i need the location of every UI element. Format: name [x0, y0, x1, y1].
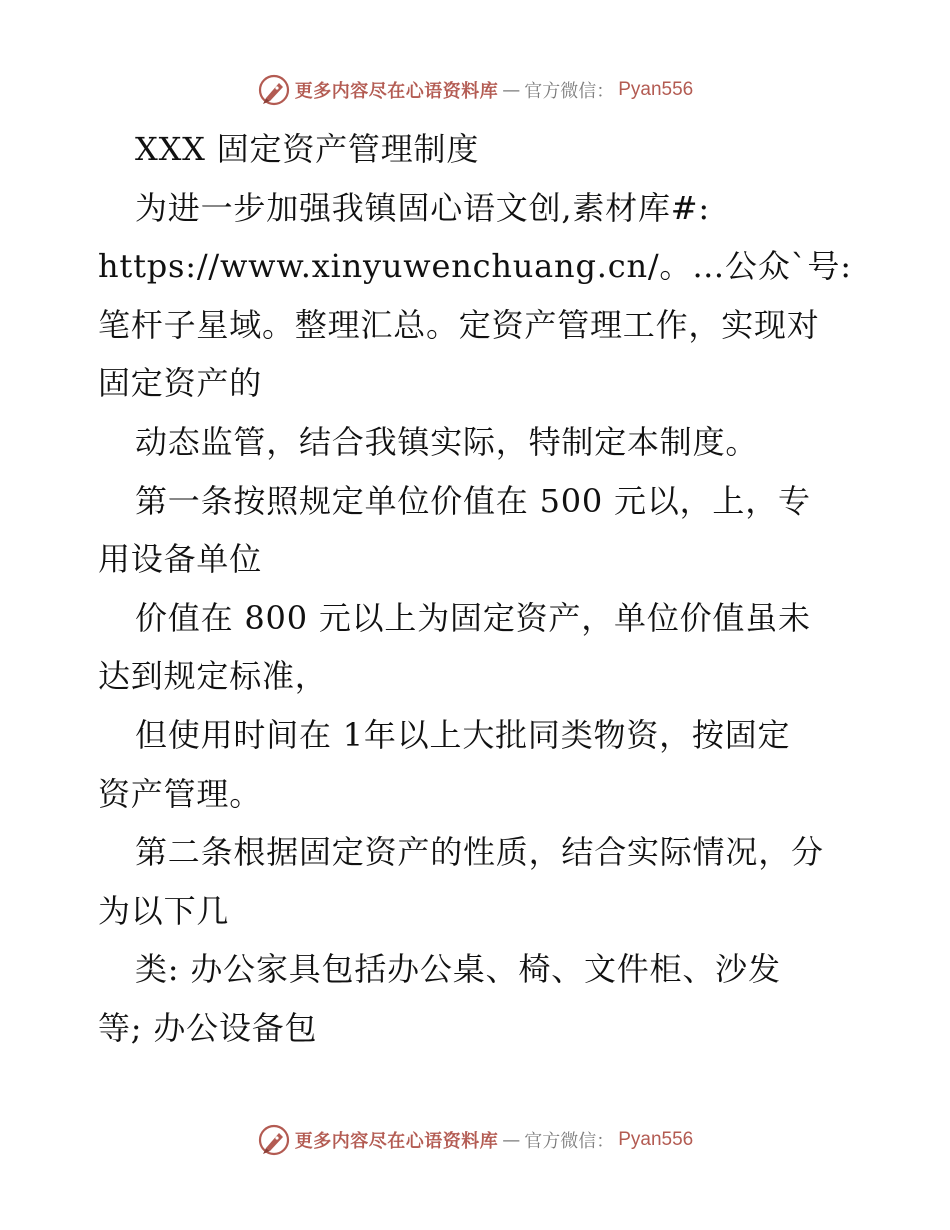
pen-nib-logo-icon [257, 73, 291, 107]
wechat-label: 官方微信： [524, 1131, 615, 1152]
header-watermark-banner [0, 70, 950, 110]
paragraph-line: 价值在 800 元以上为固定资产，单位价值虽未 [135, 598, 811, 637]
paragraph-line: 第一条按照规定单位价值在 500 元以，上，专 [135, 481, 811, 520]
wechat-id: Pyan556 [618, 1129, 694, 1150]
paragraph-line: 动态监管，结合我镇实际，特制定本制度。 [135, 422, 759, 461]
paragraph-line: 达到规定标准， [98, 657, 328, 696]
paragraph-line: 类: 办公家具包括办公桌、椅、文件柜、沙发 [135, 950, 781, 989]
paragraph-line: 资产管理。 [98, 774, 263, 813]
paragraph-line: https://www.xinyuwenchuang.cn/。…公众`号: [98, 247, 852, 286]
paragraph-line: 固定资产的 [98, 364, 263, 403]
banner-dash: — [502, 79, 521, 101]
pen-nib-logo-icon [257, 1123, 291, 1157]
document-title: XXX 固定资产管理制度 [135, 130, 480, 168]
document-body [98, 120, 858, 1058]
paragraph-line: 为以下几 [98, 891, 230, 930]
paragraph-line: 第二条根据固定资产的性质，结合实际情况，分 [135, 833, 824, 872]
paragraph-line: 用设备单位 [98, 540, 263, 579]
wechat-id: Pyan556 [618, 79, 694, 100]
paragraph-line: 笔杆子星域。整理汇总。定资产管理工作，实现对 [98, 305, 820, 344]
paragraph-line: 但使用时间在 1年以上大批同类物资，按固定 [135, 715, 791, 754]
banner-dash: — [502, 1129, 521, 1151]
wechat-label: 官方微信： [524, 81, 615, 102]
footer-watermark-banner [0, 1120, 950, 1160]
site-name-text: 更多内容尽在心语资料库 [294, 81, 499, 102]
paragraph-line: 等; 办公设备包 [98, 1008, 318, 1047]
paragraph-line: 为进一步加强我镇固心语文创,素材库#: [135, 188, 710, 227]
site-name-text: 更多内容尽在心语资料库 [294, 1131, 499, 1152]
